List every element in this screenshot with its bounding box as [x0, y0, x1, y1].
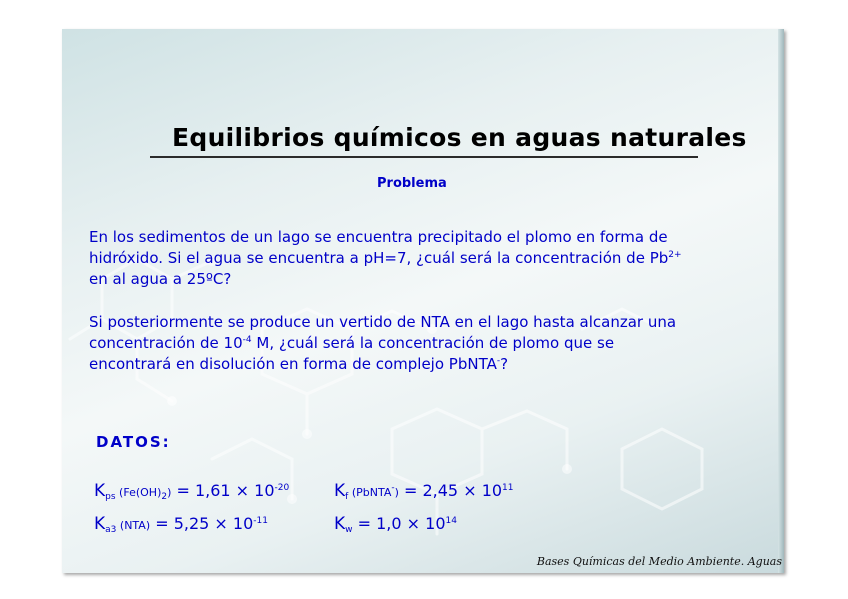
p1-line3: en al agua a 25ºC? — [89, 270, 232, 288]
kf-species-superscript: - — [391, 483, 395, 493]
kps-species-subscript: 2 — [161, 492, 168, 502]
kps-symbol: K — [94, 481, 106, 501]
p1-line2-superscript: 2+ — [668, 250, 682, 260]
p2-line3-start: encontrará en disolución en forma de complejo PbNTA — [89, 355, 497, 373]
kf-exponent: 11 — [502, 483, 514, 493]
kf-species: (PbNTA — [348, 486, 392, 499]
p1-line2: hidróxido. Si el agua se encuentra a pH=7, ¿cuál será la concentración de Pb — [89, 249, 669, 267]
kps-species-close: ) — [167, 486, 172, 499]
kf-formula — [334, 481, 514, 501]
kw-exponent: 14 — [445, 516, 457, 526]
kps-value: = 1,61 × 10 — [171, 481, 275, 500]
kw-formula — [334, 514, 457, 534]
kf-value: = 2,45 × 10 — [398, 481, 503, 500]
p1-line1: En los sedimentos de un lago se encuentra precipitado el plomo en forma de — [89, 228, 668, 246]
p2-line2-end: M, ¿cuál será la concentración de plomo que se — [251, 334, 615, 352]
kw-symbol: K — [334, 514, 346, 534]
kps-subscript: ps — [105, 492, 116, 502]
p2-line1: Si posteriormente se produce un vertido de NTA en el lago hasta alcanzar una — [89, 313, 677, 331]
slide-footer: Bases Químicas del Medio Ambiente. Aguas — [536, 555, 782, 568]
kf-symbol: K — [334, 481, 346, 501]
kps-species: (Fe(OH) — [115, 486, 162, 499]
kps-exponent: -20 — [274, 483, 290, 493]
problem-heading: Problema — [377, 176, 447, 191]
p2-line2-superscript: -4 — [242, 335, 252, 345]
kps-formula — [94, 481, 289, 501]
ka3-value: = 5,25 × 10 — [150, 514, 254, 533]
slide-edge-shadow — [778, 29, 784, 573]
problem-paragraph-1 — [89, 227, 682, 290]
slide-title: Equilibrios químicos en aguas naturales — [172, 123, 747, 152]
ka3-formula — [94, 514, 268, 534]
p2-line3-superscript: - — [496, 356, 501, 366]
p2-line3-end: ? — [500, 355, 509, 373]
kf-species-close: ) — [394, 486, 399, 499]
ka3-exponent: -11 — [253, 516, 268, 526]
kf-subscript: f — [345, 492, 349, 502]
p2-line2-start: concentración de 10 — [89, 334, 243, 352]
kw-subscript: w — [345, 525, 353, 535]
ka3-species: (NTA) — [116, 519, 151, 532]
problem-paragraph-2 — [89, 312, 676, 375]
kw-value: = 1,0 × 10 — [352, 514, 446, 533]
datos-heading: DATOS: — [96, 433, 171, 451]
ka3-symbol: K — [94, 514, 106, 534]
title-underline — [150, 156, 698, 158]
ka3-subscript: a3 — [105, 525, 117, 535]
